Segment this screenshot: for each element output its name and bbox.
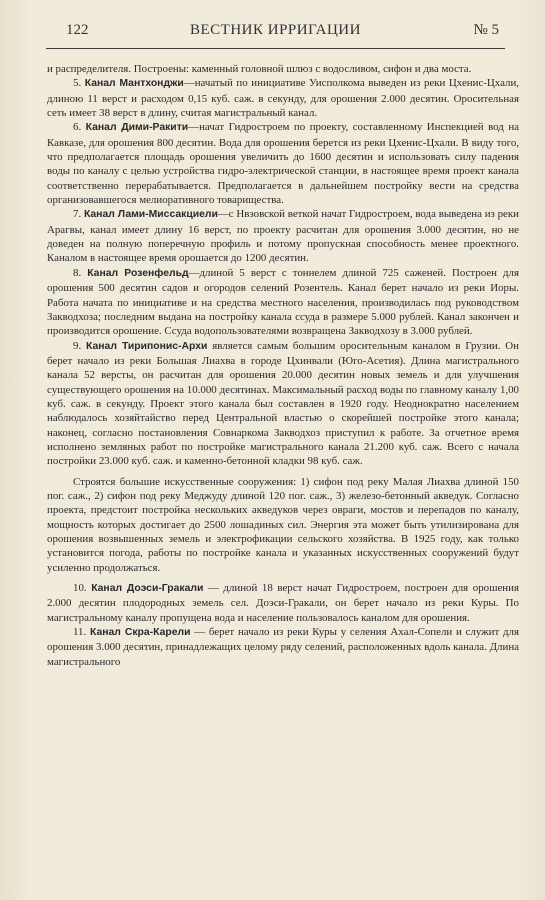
canal-title: Канал Лами-Миссакциели	[83, 209, 218, 221]
paragraph-canal-11	[47, 625, 519, 669]
paragraph-canal-5	[47, 76, 519, 120]
item-number: 10.	[73, 582, 92, 595]
canal-title: Канал Тирипонис-Архи	[86, 340, 208, 352]
page-number: 122	[66, 22, 89, 38]
item-number: 5.	[73, 77, 85, 90]
running-header	[46, 18, 505, 49]
paragraph-text: — длиной 18 верст начат Гидростроем, построен для орошения 2.000 десятин плодородных земель сел. Доэси-Гракали, он берет начало из реки Куры. По магистральному каналу пропущена вода и население пользовалось каналом для орошения.	[47, 582, 519, 624]
paragraph-text: Строятся большие искусственные сооружения: 1) сифон под реку Малая Лиахва длиной 150 пог. саж., 2) сифон под реку Меджуду длиной 120 пог. саж., 3) железо-бетонный акведук. Согласно проекта, предстоит постройка нескольких акведуков через овраги, мостов и перепадов по каналу, мощность которых достигает до 2500 лошадиных сил. Энергия эта может быть утилизирована для орошения возвышенных земель и электрофикации сельского хозяйства. В 1925 году, как только установится погода, работы по постройке канала и указанных искусственных сооружений будут усиленно продолжаться.	[47, 475, 519, 574]
paragraph-text: и распределителя. Построены: каменный головной шлюз с водосливом, сифон и два моста.	[47, 63, 472, 75]
item-number: 9.	[73, 339, 87, 352]
paragraph-canal-9	[47, 339, 519, 469]
canal-title: Канал Дими-Ракити	[85, 122, 189, 134]
item-number: 7.	[73, 208, 84, 221]
issue-number: № 5	[473, 22, 499, 38]
paragraph-text: — берет начало из реки Куры у селения Ахал-Сопели и служит для орошения 3.000 десятин, принадлежащих целому ряду селений, расположенных вдоль канала. Длина магистрального	[47, 626, 519, 668]
item-number: 6.	[73, 121, 86, 134]
paragraph-canal-6	[47, 120, 519, 207]
article-body	[47, 62, 519, 669]
canal-title: Канал Доэси-Гракали	[91, 583, 204, 595]
paragraph-canal-7	[47, 207, 519, 265]
paragraph-text: является самым большим оросительным каналом в Грузии. Он берет начало из реки Большая Лиахва в городе Цхинвали (Юго-Асетия). Длина магистрального канала 52 версты, он расчитан для орошения 20.000 десятин новых земель и для улучшения существующего орошения на 10.000 десятинах. Максимальный расход воды по главному каналу 1,00 куб. саж. в секунду. Проект этого канала был составлен в 1920 году. Неоднократно населением наблюдалось хозяйтайство перед Центральной властью о скорейшей постройке этого канала; наконец, согласно постановления Совнаркома Закводхоз приступил к работе. За отчетное время исполнено земляных работ по постройке магистрального канала 21.200 куб. саж. Всего с начала постройки 23.000 куб. саж. и каменно-бетонной кладки 98 куб. саж.	[47, 339, 519, 468]
canal-title: Канал Розенфельд	[87, 267, 189, 279]
paragraph-text: —начатый по инициативе Уисполкома выведен из реки Цхенис-Цхали, длиною 11 верст и расходом 0,15 куб. саж. в секунду, для орошения 2.000 десятин. Оросительная сеть имеет 38 верст в длину, считая магистральный канал.	[47, 77, 519, 120]
journal-title: ВЕСТНИК ИРРИГАЦИИ	[190, 22, 361, 38]
paragraph-continuation	[47, 62, 519, 76]
paragraph-text: —начат Гидростроем по проекту, составленному Инспекцией вод на Кавказе, для орошения 800 десятин. Вода для орошения берется из реки Цхенис-Цхали. В виду того, что предполагается площадь орошения увеличить до 1600 десятин и использовать силу падения воды по каналу с целью устройства гидро-электрической станции, в настоящее время проект канала соответственно перерабатывается. Предполагается в дальнейшем постройку вести на средства организовавшегося мелиоративного товарищества.	[47, 121, 519, 207]
paragraph-structures	[47, 475, 519, 575]
paragraph-canal-10	[47, 581, 519, 625]
item-number: 8.	[73, 266, 88, 279]
paragraph-canal-8	[47, 266, 519, 339]
canal-title: Канал Мантхонджи	[84, 78, 184, 90]
paragraph-text: —с Нвзовской веткой начат Гидростроем, вода выведена из реки Арагвы, канал имеет длину 16 верст, по проекту расчитан для орошения 3.000 десятин, но не доведен на полную поперечную профиль и потому пропускная способность менее проектного. Каналом в настоящее время орошается до 1200 десятин.	[47, 208, 520, 265]
canal-title: Канал Скра-Карели	[89, 627, 191, 639]
item-number: 11.	[73, 626, 90, 639]
paragraph-text: —длиной 5 верст с тоннелем длиной 725 саженей. Построен для орошения 500 десятин садов и огородов селений Розентель. Канал берет начало из реки Иоры. Работа начата по инициативе и на средства местного населения, производилась под руководством Закводхоза; последним выдана на постройку канала ссуда в размере 5.000 рублей. Канал закончен и производится орошение. Ссуда водопользователями возвращена Закводхозу в 3.000 рублей.	[47, 266, 519, 338]
